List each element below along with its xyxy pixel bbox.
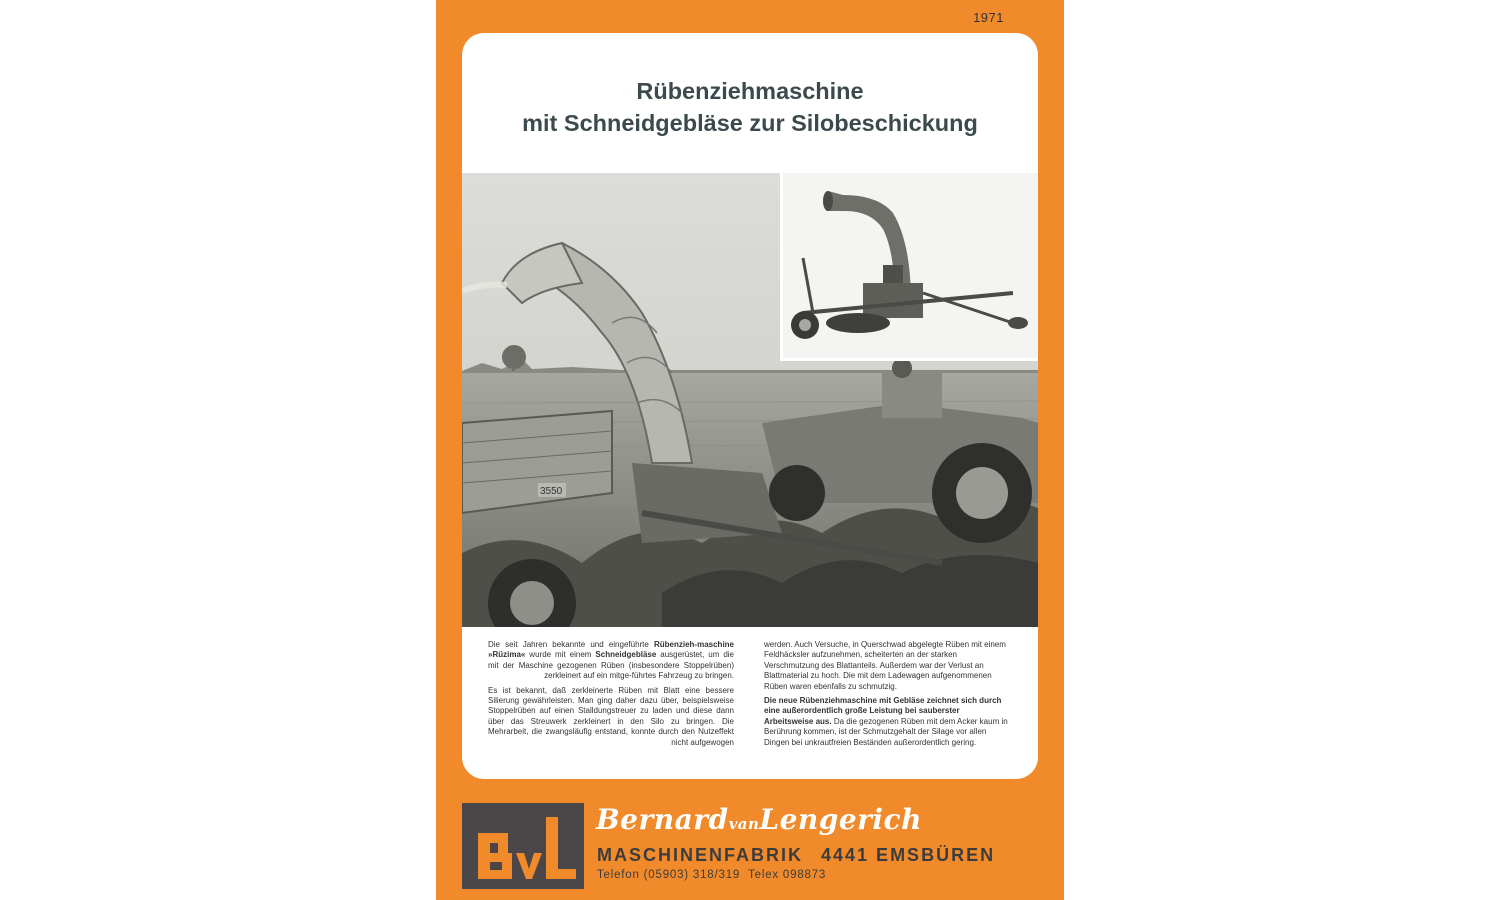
contact-line	[597, 869, 826, 881]
company-name: MASCHINENFABRIK	[597, 845, 804, 865]
year-label: 1971	[973, 10, 1004, 25]
company-line	[597, 845, 995, 866]
text-column-left	[488, 640, 734, 752]
page-title	[462, 75, 1038, 139]
paragraph-silage: Es ist bekannt, daß zerkleinerte Rüben mit Blatt eine bessere Silierung gewährleisten. Man ging daher dazu über, beispielsweise Stoppelrüben auf einen Stalldungstreuer zu laden und diese dann über das Streuwerk zerkleinert in den Silo zu bringen. Die Mehrarbeit, die zwangsläufig entstand, konnte durch den Nutzeffekt nicht aufgewogen	[488, 685, 734, 747]
title-line-1: Rübenziehmaschine	[636, 78, 864, 104]
telex-number: Telex 098873	[748, 869, 827, 881]
text-column-right	[764, 640, 1010, 752]
paragraph-intro: Die seit Jahren bekannte und eingeführte Rübenzieh-maschine »Rüzima« wurde mit einem Schneidgebläse ausgerüstet, um die mit der Maschine gezogenen Rüben (insbesondere Stoppelrüben) zerkleinert auf ein mitge-führtes Fahrzeug zu bringen.	[488, 640, 734, 681]
phone-number: Telefon (05903) 318/319	[597, 869, 741, 881]
content-panel	[462, 33, 1038, 779]
company-city: 4441 EMSBÜREN	[821, 845, 996, 865]
machine-inset-photo	[780, 173, 1038, 361]
bvl-logo	[462, 803, 584, 889]
paragraph-attempts: werden. Auch Versuche, in Querschwad abgelegte Rüben mit einem Feldhäcksler aufzunehmen, scheiterten an der starken Verschmutzung des Blattanteils. Außerdem war der Verlust an Blattmaterial zu hoch. Die mit dem Ladewagen aufgenommenen Rüben waren ebenfalls zu schmutzig.	[764, 640, 1006, 691]
title-line-2: mit Schneidgebläse zur Silobeschickung	[522, 110, 978, 136]
trailer-number: 3550	[540, 486, 563, 497]
brand-signature: BernardvanLengerich	[596, 803, 922, 836]
paragraph-new-machine: Die neue Rübenziehmaschine mit Gebläse zeichnet sich durch eine außerordentlich große Leistung bei sauberster Arbeitsweise aus. Da die gezogenen Rüben mit dem Acker kaum in Berührung kommen, ist der Schmutzgehalt der Silage vor allen Dingen bei unkrautfreien Beständen außerordentlich gering.	[764, 696, 1008, 747]
article-text	[488, 640, 1018, 770]
brochure-page	[436, 0, 1064, 900]
